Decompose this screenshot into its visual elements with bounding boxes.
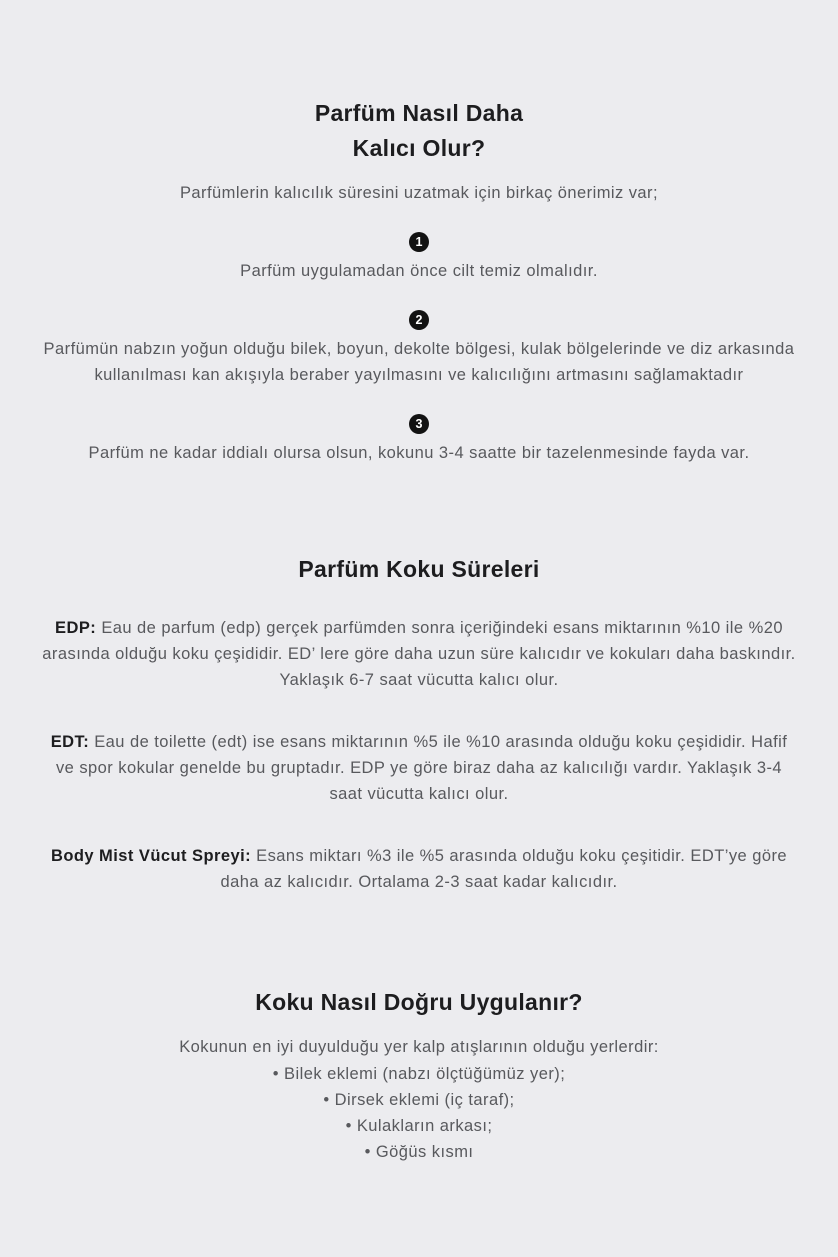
body-mist-label: Body Mist Vücut Spreyi: — [50, 847, 252, 865]
list-item — [0, 1139, 838, 1165]
section-application — [0, 985, 838, 1165]
list-item-text: Bilek eklemi (nabzı ölçtüğümüz yer); — [284, 1065, 566, 1083]
page-title — [0, 96, 838, 166]
list-item — [0, 1113, 838, 1139]
section-application-title: Koku Nasıl Doğru Uygulanır? — [255, 989, 583, 1015]
edt-label: EDT: — [50, 733, 90, 751]
bullet-icon: • — [323, 1091, 330, 1109]
list-item — [0, 1061, 838, 1087]
edp-paragraph — [36, 615, 802, 693]
longevity-intro: Parfümlerin kalıcılık süresini uzatmak için birkaç önerimiz var; — [179, 184, 659, 202]
tip-text: Parfüm ne kadar iddialı olursa olsun, kokunu 3-4 saatte bir tazelenmesinde fayda var. — [88, 444, 750, 462]
list-item-text: Göğüs kısmı — [375, 1143, 474, 1161]
bullet-icon: • — [364, 1143, 371, 1161]
edt-text: Eau de toilette (edt) ise esans miktarının %5 ile %10 arasında olduğu koku çeşididir. Hafif ve spor kokular genelde bu gruptadır. EDP ye göre biraz daha az kalıcılığı vardır. Yaklaşık 3-4 saat vücutta kalıcı olur. — [55, 733, 788, 803]
section-scent-durations-title: Parfüm Koku Süreleri — [298, 556, 540, 582]
section-longevity — [0, 96, 838, 466]
list-item — [0, 1087, 838, 1113]
tip-item-3 — [0, 414, 838, 466]
bullet-icon: • — [272, 1065, 279, 1083]
page-title-line-1: Parfüm Nasıl Daha — [314, 100, 524, 126]
application-intro: Kokunun en iyi duyulduğu yer kalp atışlarının olduğu yerlerdir: — [179, 1038, 659, 1056]
body-mist-paragraph — [39, 843, 799, 895]
tip-item-1 — [0, 232, 838, 284]
tip-number-badge: 2 — [409, 310, 429, 330]
list-item-text: Dirsek eklemi (iç taraf); — [334, 1091, 515, 1109]
bullet-icon: • — [345, 1117, 352, 1135]
tip-text: Parfümün nabzın yoğun olduğu bilek, boyun, dekolte bölgesi, kulak bölgelerinde ve diz arkasında kullanılması kan akışıyla beraber yayılmasını ve kalıcılığını artmasını sağlamaktadır — [43, 340, 795, 384]
tip-number-badge: 1 — [409, 232, 429, 252]
tip-text: Parfüm uygulamadan önce cilt temiz olmalıdır. — [240, 262, 598, 280]
page-title-line-2: Kalıcı Olur? — [352, 135, 486, 161]
tip-number-badge: 3 — [409, 414, 429, 434]
list-item-text: Kulakların arkası; — [356, 1117, 493, 1135]
section-scent-durations — [0, 552, 838, 895]
body-mist-text: Esans miktarı %3 ile %5 arasında olduğu koku çeşitidir. EDT’ye göre daha az kalıcıdır. Ortalama 2-3 saat kadar kalıcıdır. — [220, 847, 788, 891]
application-bullet-list — [0, 1061, 838, 1165]
edp-text: Eau de parfum (edp) gerçek parfümden sonra içeriğindeki esans miktarının %10 ile %20 arasında olduğu koku çeşididir. ED’ lere göre daha uzun süre kalıcıdır ve kokuları daha baskındır. Yaklaşık 6-7 saat vücutta kalıcı olur. — [42, 619, 796, 689]
edp-label: EDP: — [55, 619, 97, 637]
tip-item-2 — [0, 310, 838, 388]
edt-paragraph — [48, 729, 790, 807]
